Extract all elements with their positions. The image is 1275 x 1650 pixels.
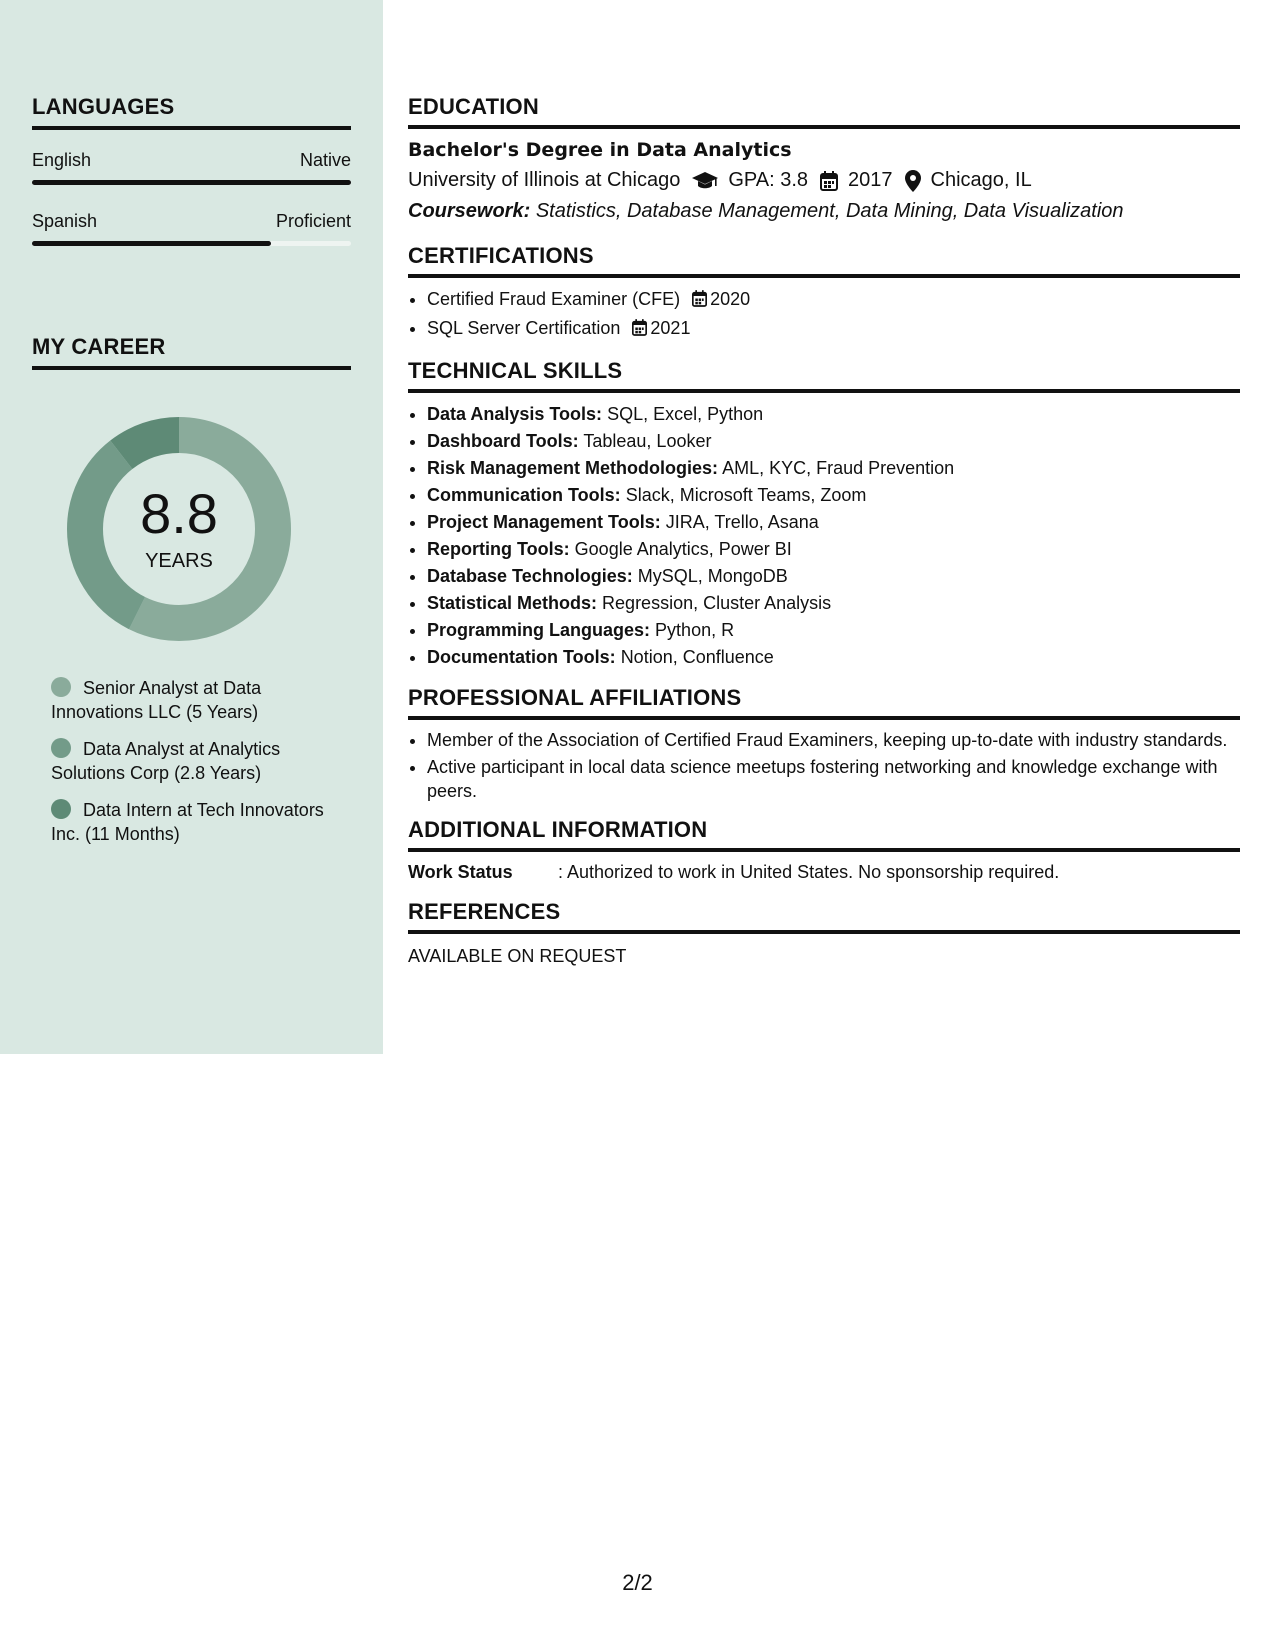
skills-heading: TECHNICAL SKILLS — [408, 358, 1240, 393]
education-location: Chicago, IL — [930, 169, 1032, 191]
additional-info-section — [408, 817, 1240, 883]
language-name: Spanish — [32, 211, 98, 231]
career-years-unit: YEARS — [145, 550, 213, 572]
affiliation-item: • Active participant in local data science meetups fostering networking and knowledge exchange with peers. — [427, 755, 1240, 803]
career-heading: MY CAREER — [32, 334, 351, 370]
education-details — [408, 169, 1240, 192]
work-status-value: : Authorized to work in United States. No sponsorship required. — [558, 862, 1060, 882]
legend-dot-icon — [51, 738, 71, 758]
skill-item — [427, 482, 1240, 509]
work-status — [408, 862, 1240, 883]
skill-label: Database Technologies: — [427, 566, 633, 586]
language-bar-fill — [32, 180, 351, 185]
skill-label: Data Analysis Tools: — [427, 404, 603, 424]
languages-section — [32, 94, 351, 246]
career-years-value: 8.8 — [140, 482, 218, 545]
skill-label: Communication Tools: — [427, 485, 621, 505]
certifications-heading: CERTIFICATIONS — [408, 243, 1240, 278]
skill-value: Tableau, Looker — [583, 431, 712, 451]
language-level: Native — [299, 150, 351, 170]
skill-item — [427, 644, 1240, 671]
skill-value: JIRA, Trello, Asana — [665, 512, 819, 532]
coursework — [408, 200, 1240, 223]
work-status-label: Work Status — [408, 862, 513, 882]
additional-info-heading: ADDITIONAL INFORMATION — [408, 817, 1240, 852]
skill-label: Project Management Tools: — [427, 512, 661, 532]
language-level: Proficient — [275, 211, 351, 231]
skill-item — [427, 536, 1240, 563]
language-item — [32, 211, 351, 246]
career-legend-label: Data Intern at Tech Innovators Inc. (11 Months) — [51, 800, 324, 844]
certification-name: Certified Fraud Examiner (CFE) — [427, 289, 681, 309]
education-section — [408, 94, 1240, 223]
certification-item — [427, 315, 1240, 344]
certifications-section — [408, 243, 1240, 344]
references-heading: REFERENCES — [408, 899, 1240, 934]
skill-value: Python, R — [655, 620, 735, 640]
affiliation-item: • Member of the Association of Certified Fraud Examiners, keeping up-to-date with industry standards. — [427, 728, 1240, 752]
references-section — [408, 899, 1240, 967]
skill-value: Google Analytics, Power BI — [574, 539, 792, 559]
certification-year: 2020 — [710, 289, 751, 309]
skill-value: SQL, Excel, Python — [607, 404, 764, 424]
skill-item — [427, 428, 1240, 455]
page-number: 2/2 — [622, 1570, 653, 1595]
skill-value: MySQL, MongoDB — [637, 566, 788, 586]
career-legend — [51, 676, 351, 859]
affiliations-heading: PROFESSIONAL AFFILIATIONS — [408, 685, 1240, 720]
skill-item — [427, 563, 1240, 590]
references-text: AVAILABLE ON REQUEST — [408, 946, 627, 966]
certification-name: SQL Server Certification — [427, 318, 621, 338]
skill-label: Programming Languages: — [427, 620, 651, 640]
language-bar — [32, 241, 351, 246]
skill-item — [427, 455, 1240, 482]
education-heading: EDUCATION — [408, 94, 1240, 129]
sidebar — [0, 0, 383, 1054]
language-name: English — [32, 150, 92, 170]
languages-heading: LANGUAGES — [32, 94, 351, 130]
school-name: University of Illinois at Chicago — [408, 169, 681, 191]
legend-dot-icon — [51, 677, 71, 697]
graduation-cap-icon — [692, 172, 718, 190]
calendar-icon — [632, 317, 647, 344]
career-legend-item — [51, 737, 351, 785]
skill-label: Statistical Methods: — [427, 593, 598, 613]
certification-year: 2021 — [650, 318, 691, 338]
skill-item — [427, 617, 1240, 644]
skill-label: Documentation Tools: — [427, 647, 616, 667]
gpa: GPA: 3.8 — [728, 169, 809, 191]
certification-item — [427, 286, 1240, 315]
language-bar-fill — [32, 241, 271, 246]
language-item — [32, 150, 351, 185]
skill-value: Notion, Confluence — [620, 647, 774, 667]
career-donut-chart — [64, 414, 294, 644]
main-content — [408, 94, 1240, 967]
location-pin-icon — [905, 170, 921, 192]
degree-title: Bachelor's Degree in Data Analytics — [408, 139, 792, 161]
calendar-icon — [820, 171, 838, 191]
skill-item — [427, 509, 1240, 536]
career-legend-label: Data Analyst at Analytics Solutions Corp (2.8 Years) — [51, 739, 281, 783]
calendar-icon — [692, 288, 707, 315]
skills-list — [408, 401, 1240, 671]
affiliations-list — [408, 728, 1240, 803]
skill-label: Dashboard Tools: — [427, 431, 579, 451]
coursework-list: Statistics, Database Management, Data Mining, Data Visualization — [535, 200, 1124, 222]
affiliations-section — [408, 685, 1240, 803]
certifications-list — [408, 286, 1240, 344]
skill-value: Slack, Microsoft Teams, Zoom — [625, 485, 867, 505]
skill-item — [427, 590, 1240, 617]
legend-dot-icon — [51, 799, 71, 819]
career-section — [32, 334, 351, 370]
graduation-year: 2017 — [848, 169, 893, 191]
career-legend-item — [51, 798, 351, 846]
skill-label: Reporting Tools: — [427, 539, 570, 559]
career-legend-item — [51, 676, 351, 724]
skills-section — [408, 358, 1240, 671]
language-bar — [32, 180, 351, 185]
skill-value: AML, KYC, Fraud Prevention — [722, 458, 955, 478]
career-legend-label: Senior Analyst at Data Innovations LLC (5 Years) — [51, 678, 262, 722]
skill-label: Risk Management Methodologies: — [427, 458, 719, 478]
skill-value: Regression, Cluster Analysis — [602, 593, 832, 613]
coursework-label: Coursework: — [408, 200, 531, 222]
skill-item — [427, 401, 1240, 428]
